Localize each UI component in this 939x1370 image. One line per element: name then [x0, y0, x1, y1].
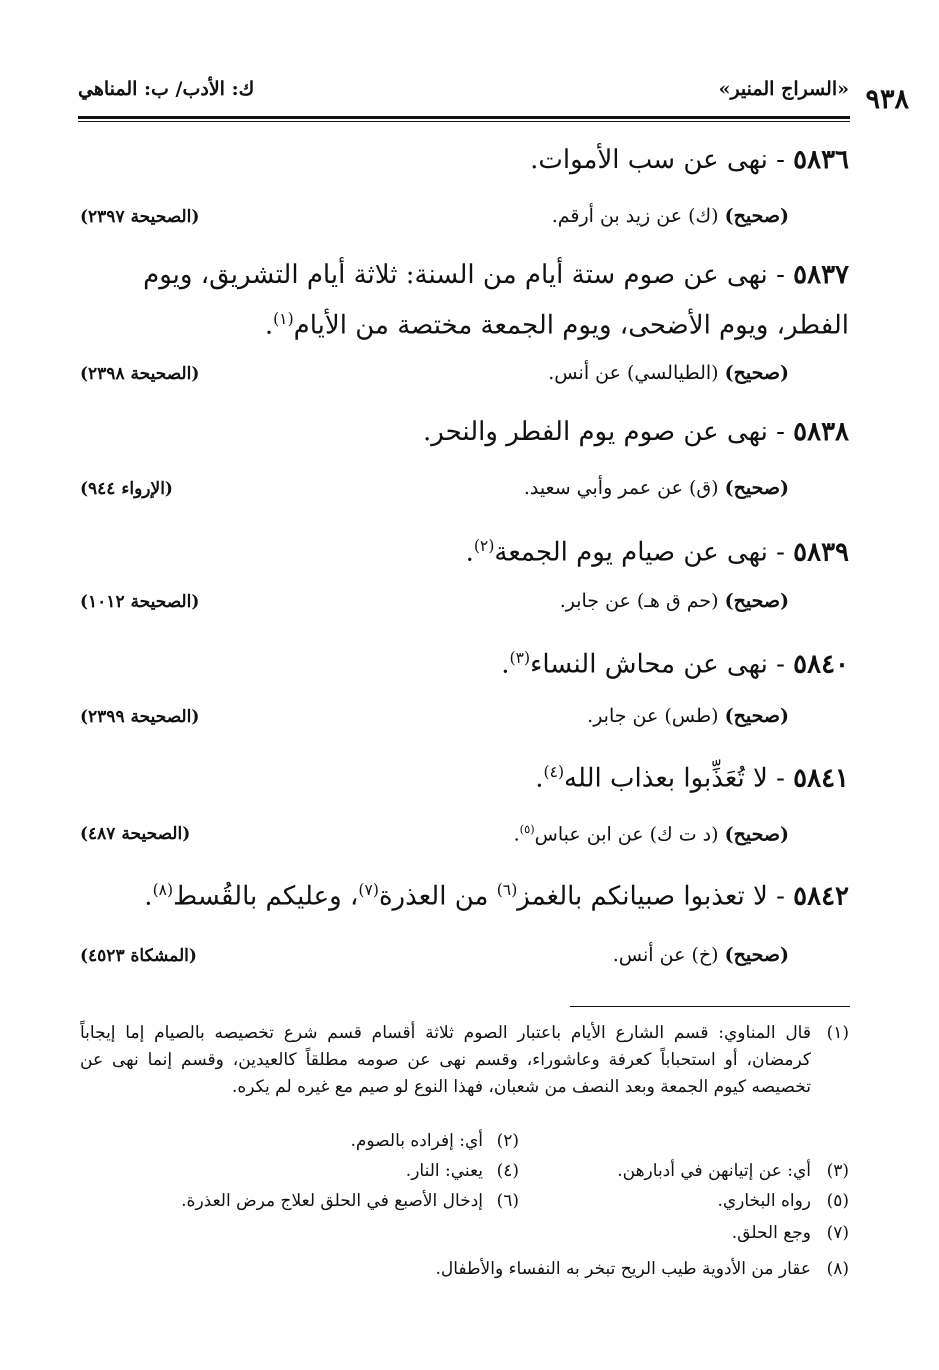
reference: (الصحيحة ٤٨٧) — [80, 824, 191, 844]
hadith-text: لا تُعَذِّبوا بعذاب الله — [564, 763, 768, 794]
hadith-text-end: . — [535, 763, 544, 794]
footnote-number: (٣) — [826, 1161, 849, 1181]
hadith-entry: ٥٨٣٦ - نهى عن سب الأموات. — [530, 145, 849, 175]
hadith-number: ٥٨٣٩ — [793, 537, 849, 568]
footnote-marker: (٥) — [519, 822, 535, 836]
footnote-number: (٤) — [496, 1161, 519, 1181]
source-text: (خ) عن أنس. — [612, 944, 719, 966]
hadith-number: ٥٨٣٦ — [793, 145, 849, 175]
hadith-text: نهى عن محاش النساء — [530, 649, 768, 680]
footnote-marker: (٦) — [496, 881, 518, 899]
grade-line — [150, 822, 789, 845]
hadith-entry: ٥٨٣٩ - نهى عن صيام يوم الجمعة$^{(٢)}$. — [465, 537, 849, 568]
source-text-end: . — [513, 823, 520, 846]
footnote-text: يعني: النار. — [405, 1161, 483, 1181]
hadith-text-end: . — [144, 881, 153, 912]
reference: (الإرواء ٩٤٤) — [80, 479, 173, 499]
grade-line — [150, 362, 789, 384]
footnote-text: قال المناوي: قسم الشارع الأيام باعتبار الصوم ثلاثة أقسام قسم شرع تخصيصه بالصيام إما إيجاباً كرمضان، أو استحباباً كعرفة وعاشوراء، وقسم نهى عن صومه مطلقاً كالعيدين، وقسم إنما نهى عن تخصيصه كيوم الجمعة وبعد النصف من شعبان، فهذا النوع لو صيم مع غيره لم يكره. — [80, 1023, 811, 1097]
hadith-text: نهى عن صوم يوم الفطر والنحر. — [423, 417, 768, 447]
footnote-text: أي: عن إتيانهن في أدبارهن. — [617, 1161, 811, 1181]
page-number: ٩٣٨ — [865, 84, 909, 115]
footnote-text: أي: إفراده بالصوم. — [350, 1131, 483, 1151]
footnote-number: (٧) — [826, 1223, 849, 1243]
grade-line — [150, 205, 789, 227]
grade-label: (صحيح) — [724, 205, 789, 227]
footnote-text: إدخال الأصبع في الحلق لعلاج مرض العذرة. — [181, 1191, 483, 1211]
grade-label: (صحيح) — [724, 477, 789, 499]
hadith-text: نهى عن صوم ستة أيام من السنة: ثلاثة أيام التشريق، ويوم الفطر، ويوم الأضحى، ويوم الجمعة مختصة من الأيام — [143, 260, 849, 341]
hadith-text-end: . — [264, 310, 274, 341]
grade-label: (صحيح) — [724, 944, 789, 966]
footnote-text: وجع الحلق. — [731, 1223, 811, 1243]
reference: (الصحيحة ١٠١٢) — [80, 592, 200, 612]
source-text: (ق) عن عمر وأبي سعيد. — [523, 477, 719, 499]
footnote-marker: (١) — [273, 310, 294, 328]
grade-line — [150, 705, 789, 727]
footnote-marker: (٣) — [509, 649, 531, 667]
footnote-number: (٨) — [826, 1259, 849, 1279]
hadith-number: ٥٨٤٢ — [793, 881, 849, 912]
footnote-marker: (٧) — [358, 881, 379, 899]
footnote-number: (٦) — [496, 1191, 519, 1211]
hadith-entry: ٥٨٣٧ - نهى عن صوم ستة أيام من السنة: ثلاثة أيام التشريق، ويوم الفطر، ويوم الأضحى، ويوم الجمعة مختصة من الأيام$^{(١)}$. — [143, 260, 849, 341]
reference: (الصحيحة ٢٣٩٨) — [80, 364, 200, 384]
hadith-text-end: . — [501, 649, 510, 680]
footnote-number: (٢) — [496, 1131, 519, 1151]
chapter-title: ك: الأدب/ ب: المناهي — [78, 78, 255, 100]
hadith-number: ٥٨٣٧ — [793, 260, 849, 290]
header-rule-thin — [78, 121, 850, 122]
source-text: (طس) عن جابر. — [587, 705, 719, 727]
source-text: (ك) عن زيد بن أرقم. — [551, 205, 719, 227]
hadith-text: ، وعليكم بالقُسط — [173, 881, 359, 912]
hadith-entry: ٥٨٤١ - لا تُعَذِّبوا بعذاب الله$^{(٤)}$. — [535, 763, 849, 794]
footnote-text: رواه البخاري. — [717, 1191, 811, 1211]
grade-label: (صحيح) — [724, 362, 789, 384]
footnote-number: (١) — [826, 1023, 849, 1043]
footnote-marker: (٨) — [152, 881, 174, 899]
reference: (الصحيحة ٢٣٩٩) — [80, 707, 200, 727]
hadith-entry: ٥٨٣٨ - نهى عن صوم يوم الفطر والنحر. — [423, 417, 849, 447]
source-text: (حم ق هـ) عن جابر. — [559, 590, 719, 612]
footnote-number: (٥) — [826, 1191, 849, 1211]
source-text: (د ت ك) عن ابن عباس — [534, 823, 719, 846]
grade-label: (صحيح) — [724, 823, 789, 846]
hadith-number: ٥٨٣٨ — [793, 417, 849, 447]
hadith-text: من العذرة — [378, 881, 497, 912]
hadith-number: ٥٨٤١ — [793, 763, 849, 794]
hadith-text: نهى عن صيام يوم الجمعة — [494, 537, 768, 568]
book-title: «السراج المنير» — [718, 78, 849, 100]
footnote-marker: (٤) — [543, 763, 565, 781]
grade-line — [150, 477, 789, 499]
hadith-number: ٥٨٤٠ — [793, 649, 849, 680]
reference: (المشكاة ٤٥٢٣) — [80, 946, 197, 966]
footnote-text: عقار من الأدوية طيب الريح تبخر به النفساء والأطفال. — [435, 1259, 811, 1279]
reference: (الصحيحة ٢٣٩٧) — [80, 207, 200, 227]
source-text: (الطيالسي) عن أنس. — [548, 362, 719, 384]
header-rule — [78, 116, 850, 119]
footnote-rule — [570, 1006, 850, 1007]
grade-label: (صحيح) — [724, 590, 789, 612]
hadith-text-end: . — [465, 537, 474, 568]
grade-label: (صحيح) — [724, 705, 789, 727]
hadith-entry: ٥٨٤٠ - نهى عن محاش النساء$^{(٣)}$. — [501, 649, 849, 680]
footnote-marker: (٢) — [473, 537, 495, 555]
hadith-text: نهى عن سب الأموات. — [530, 145, 768, 175]
grade-line — [150, 590, 789, 612]
hadith-entry: ٥٨٤٢ - لا تعذبوا صبيانكم بالغمز$^{(٦)}$ من العذرة$^{(٧)}$، وعليكم بالقُسط$^{(٨)}$. — [144, 881, 849, 912]
grade-line — [150, 944, 789, 966]
hadith-text: لا تعذبوا صبيانكم بالغمز — [517, 881, 768, 912]
